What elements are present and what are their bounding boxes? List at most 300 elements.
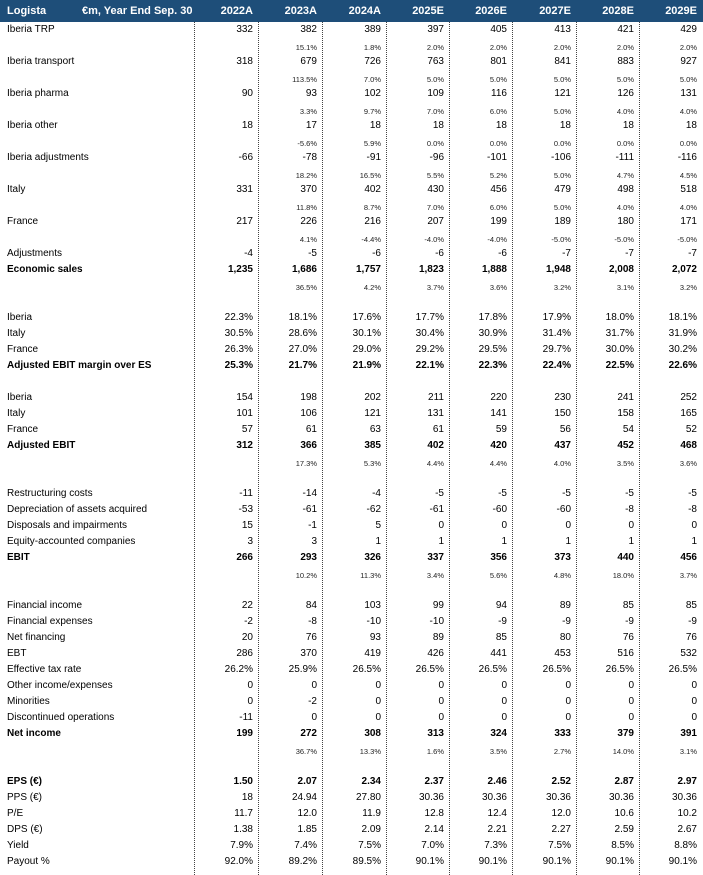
value-cell: 927 — [680, 56, 697, 67]
value-cell: 61 — [432, 424, 444, 435]
value-cell: 0 — [565, 520, 571, 531]
value-cell: 402 — [427, 440, 444, 451]
value-cell: 1 — [628, 536, 634, 547]
value-cell: 189 — [554, 216, 571, 227]
growth-cell: 7.0% — [426, 107, 444, 116]
growth-cell: 5.0% — [426, 75, 444, 84]
value-cell: 202 — [364, 392, 381, 403]
growth-cell: 4.7% — [616, 171, 634, 180]
growth-cell: 113.5% — [292, 75, 317, 84]
value-cell: 0 — [247, 696, 253, 707]
value-cell: 17.6% — [352, 312, 381, 323]
value-cell: 198 — [300, 392, 317, 403]
value-cell: 103 — [364, 600, 381, 611]
value-cell: 15 — [241, 520, 253, 531]
value-cell: 318 — [236, 56, 253, 67]
row-label: Restructuring costs — [7, 488, 93, 499]
growth-cell: 3.1% — [616, 283, 634, 292]
value-cell: 93 — [305, 88, 317, 99]
value-cell: 94 — [495, 600, 507, 611]
value-cell: 89 — [432, 632, 444, 643]
value-cell: 532 — [680, 648, 697, 659]
value-cell: -116 — [677, 152, 697, 163]
value-cell: 76 — [622, 632, 634, 643]
row-label: Iberia adjustments — [7, 152, 89, 163]
value-cell: -91 — [366, 152, 381, 163]
growth-cell: 3.5% — [489, 747, 507, 756]
value-cell: 141 — [490, 408, 507, 419]
value-cell: 373 — [554, 552, 571, 563]
value-cell: 272 — [300, 728, 317, 739]
row-label: Net income — [7, 728, 61, 739]
value-cell: 17 — [305, 120, 317, 131]
value-cell: 0 — [438, 680, 444, 691]
value-cell: 85 — [685, 600, 697, 611]
growth-cell: 0.0% — [489, 139, 507, 148]
growth-cell: 5.3% — [363, 459, 381, 468]
growth-cell: 4.4% — [426, 459, 444, 468]
value-cell: 252 — [680, 392, 697, 403]
growth-cell: 4.0% — [616, 203, 634, 212]
value-cell: 312 — [236, 440, 253, 451]
value-cell: 0 — [375, 680, 381, 691]
row-label: EBT — [7, 648, 27, 659]
value-cell: 430 — [427, 184, 444, 195]
value-cell: 2,072 — [671, 264, 697, 275]
value-cell: -111 — [615, 152, 634, 163]
value-cell: 3 — [311, 536, 317, 547]
growth-cell: 5.0% — [679, 75, 697, 84]
value-cell: -9 — [688, 616, 697, 627]
growth-cell: 1.8% — [363, 43, 381, 52]
value-cell: 426 — [427, 648, 444, 659]
value-cell: 1 — [691, 536, 697, 547]
value-cell: 0 — [691, 712, 697, 723]
value-cell: 18 — [685, 120, 697, 131]
value-cell: 308 — [364, 728, 381, 739]
row-label: EBIT — [7, 552, 30, 563]
value-cell: 337 — [427, 552, 444, 563]
value-cell: 18 — [369, 120, 381, 131]
growth-cell: 10.2% — [295, 571, 317, 580]
value-cell: 516 — [617, 648, 634, 659]
value-cell: 1,823 — [418, 264, 444, 275]
value-cell: 22.4% — [542, 360, 571, 371]
value-cell: 366 — [300, 440, 317, 451]
growth-cell: 36.7% — [295, 747, 317, 756]
value-cell: 10.2 — [677, 808, 697, 819]
growth-cell: 5.0% — [553, 107, 571, 116]
value-cell: 0 — [375, 712, 381, 723]
value-cell: 2.27 — [551, 824, 571, 835]
value-cell: 5 — [375, 520, 381, 531]
value-cell: -6 — [372, 248, 381, 259]
value-cell: 883 — [617, 56, 634, 67]
value-cell: 90.1% — [478, 856, 507, 867]
value-cell: 0 — [565, 712, 571, 723]
value-cell: 17.9% — [542, 312, 571, 323]
growth-cell: 17.3% — [295, 459, 317, 468]
value-cell: 370 — [300, 648, 317, 659]
growth-cell: 3.3% — [299, 107, 317, 116]
row-label: France — [7, 424, 39, 435]
value-cell: 8.8% — [674, 840, 697, 851]
value-cell: 89.2% — [288, 856, 317, 867]
value-cell: 421 — [617, 24, 634, 35]
value-cell: 7.0% — [421, 840, 444, 851]
value-cell: 116 — [491, 88, 507, 99]
value-cell: 456 — [490, 184, 507, 195]
growth-cell: -4.4% — [361, 235, 381, 244]
row-label: Iberia — [7, 312, 33, 323]
value-cell: 30.1% — [352, 328, 381, 339]
value-cell: 57 — [241, 424, 253, 435]
value-cell: -7 — [625, 248, 634, 259]
value-cell: -61 — [429, 504, 444, 515]
growth-cell: -4.0% — [487, 235, 507, 244]
value-cell: 11.7 — [234, 808, 253, 819]
value-cell: 85 — [622, 600, 634, 611]
growth-cell: 4.2% — [363, 283, 381, 292]
row-label: Iberia other — [7, 120, 58, 131]
value-cell: 30.2% — [668, 344, 697, 355]
value-cell: 25.3% — [224, 360, 253, 371]
value-cell: 93 — [369, 632, 381, 643]
row-label: PPS (€) — [7, 792, 43, 803]
value-cell: -1 — [308, 520, 317, 531]
value-cell: 99 — [432, 600, 444, 611]
growth-cell: 3.6% — [489, 283, 507, 292]
value-cell: 2.67 — [677, 824, 697, 835]
value-cell: 2.09 — [361, 824, 381, 835]
value-cell: 356 — [490, 552, 507, 563]
value-cell: 154 — [236, 392, 253, 403]
value-cell: 30.36 — [481, 792, 507, 803]
value-cell: 80 — [559, 632, 571, 643]
value-cell: 726 — [364, 56, 381, 67]
value-cell: 102 — [364, 88, 381, 99]
value-cell: -60 — [492, 504, 507, 515]
growth-cell: 11.8% — [296, 203, 317, 212]
value-cell: 207 — [427, 216, 444, 227]
row-label: Disposals and impairments — [7, 520, 128, 531]
row-label: DPS (€) — [7, 824, 43, 835]
value-cell: 131 — [680, 88, 697, 99]
value-cell: 405 — [490, 24, 507, 35]
growth-cell: -5.0% — [677, 235, 697, 244]
value-cell: -101 — [486, 152, 507, 163]
value-cell: 61 — [305, 424, 317, 435]
value-cell: 29.5% — [478, 344, 507, 355]
value-cell: 85 — [495, 632, 507, 643]
value-cell: 131 — [427, 408, 444, 419]
value-cell: 0 — [691, 520, 697, 531]
row-label: Yield — [7, 840, 29, 851]
value-cell: 679 — [300, 56, 317, 67]
value-cell: 89.5% — [352, 856, 381, 867]
value-cell: -2 — [244, 616, 253, 627]
value-cell: 18 — [241, 120, 253, 131]
growth-cell: 4.5% — [679, 171, 697, 180]
value-cell: 90.1% — [542, 856, 571, 867]
value-cell: 331 — [236, 184, 253, 195]
value-cell: 498 — [617, 184, 634, 195]
value-cell: 84 — [305, 600, 317, 611]
value-cell: 30.36 — [608, 792, 634, 803]
value-cell: 801 — [490, 56, 507, 67]
value-cell: 7.9% — [230, 840, 253, 851]
growth-cell: 4.0% — [616, 107, 634, 116]
value-cell: 22.5% — [605, 360, 634, 371]
value-cell: 0 — [628, 712, 634, 723]
value-cell: -96 — [429, 152, 444, 163]
value-cell: 1,888 — [481, 264, 507, 275]
value-cell: -5 — [308, 248, 317, 259]
value-cell: 453 — [554, 648, 571, 659]
growth-cell: 6.0% — [489, 107, 507, 116]
value-cell: 89 — [559, 600, 571, 611]
row-label: Depreciation of assets acquired — [7, 504, 148, 515]
row-label: Adjustments — [7, 248, 63, 259]
value-cell: 24.94 — [291, 792, 317, 803]
value-cell: 11.9 — [362, 808, 381, 819]
value-cell: 1,235 — [227, 264, 253, 275]
value-cell: 30.4% — [415, 328, 444, 339]
value-cell: 18 — [622, 120, 634, 131]
value-cell: 0 — [691, 680, 697, 691]
row-label: France — [7, 344, 39, 355]
value-cell: -6 — [435, 248, 444, 259]
value-cell: 22.1% — [415, 360, 444, 371]
value-cell: 8.5% — [611, 840, 634, 851]
row-label: Iberia — [7, 392, 33, 403]
row-label: Financial expenses — [7, 616, 93, 627]
value-cell: -9 — [562, 616, 571, 627]
value-cell: 2.07 — [297, 776, 317, 787]
year-header: 2023A — [284, 5, 317, 17]
growth-cell: 7.0% — [426, 203, 444, 212]
row-label: Net financing — [7, 632, 66, 643]
growth-cell: -5.0% — [614, 235, 634, 244]
value-cell: 30.36 — [671, 792, 697, 803]
growth-cell: 2.0% — [616, 43, 634, 52]
value-cell: 21.7% — [288, 360, 317, 371]
value-cell: -5 — [625, 488, 634, 499]
value-cell: 199 — [236, 728, 253, 739]
value-cell: 18 — [432, 120, 444, 131]
growth-cell: 5.5% — [426, 171, 444, 180]
growth-cell: 4.1% — [299, 235, 317, 244]
value-cell: 18 — [241, 792, 253, 803]
value-cell: -11 — [239, 712, 253, 723]
value-cell: 30.5% — [224, 328, 253, 339]
growth-cell: 3.2% — [679, 283, 697, 292]
value-cell: 26.5% — [605, 664, 634, 675]
value-cell: 2.21 — [487, 824, 507, 835]
value-cell: 0 — [311, 712, 317, 723]
value-cell: 12.0 — [297, 808, 317, 819]
value-cell: -4 — [372, 488, 381, 499]
value-cell: 18 — [495, 120, 507, 131]
value-cell: -10 — [429, 616, 444, 627]
growth-cell: 2.7% — [553, 747, 571, 756]
growth-cell: -4.0% — [424, 235, 444, 244]
value-cell: 56 — [559, 424, 571, 435]
value-cell: 17.7% — [415, 312, 444, 323]
value-cell: 30.9% — [478, 328, 507, 339]
value-cell: 29.2% — [415, 344, 444, 355]
row-label: Payout % — [7, 856, 50, 867]
value-cell: 106 — [300, 408, 317, 419]
value-cell: -61 — [302, 504, 317, 515]
value-cell: 12.0 — [551, 808, 571, 819]
value-cell: 1 — [438, 536, 444, 547]
value-cell: 0 — [628, 696, 634, 707]
row-label: Discontinued operations — [7, 712, 115, 723]
value-cell: 1 — [375, 536, 381, 547]
value-cell: 402 — [364, 184, 381, 195]
growth-cell: 4.4% — [489, 459, 507, 468]
value-cell: 286 — [236, 648, 253, 659]
growth-cell: 5.0% — [553, 171, 571, 180]
value-cell: 2.87 — [614, 776, 634, 787]
value-cell: 1 — [501, 536, 507, 547]
growth-cell: 0.0% — [679, 139, 697, 148]
value-cell: 121 — [364, 408, 381, 419]
value-cell: 2.97 — [677, 776, 697, 787]
value-cell: 763 — [427, 56, 444, 67]
row-label: Other income/expenses — [7, 680, 113, 691]
row-label: Italy — [7, 328, 26, 339]
value-cell: 220 — [490, 392, 507, 403]
value-cell: 0 — [628, 680, 634, 691]
value-cell: 385 — [364, 440, 381, 451]
growth-cell: 3.2% — [553, 283, 571, 292]
value-cell: 2.46 — [487, 776, 507, 787]
growth-cell: 5.0% — [489, 75, 507, 84]
growth-cell: 5.0% — [553, 203, 571, 212]
value-cell: 241 — [617, 392, 634, 403]
growth-cell: 18.2% — [295, 171, 317, 180]
value-cell: 266 — [236, 552, 253, 563]
growth-cell: 6.0% — [489, 203, 507, 212]
value-cell: 1.38 — [233, 824, 253, 835]
value-cell: 216 — [364, 216, 381, 227]
value-cell: 429 — [680, 24, 697, 35]
value-cell: 0 — [691, 696, 697, 707]
year-header: 2028E — [602, 5, 634, 17]
year-header: 2022A — [220, 5, 253, 17]
value-cell: 30.0% — [605, 344, 634, 355]
growth-cell: 16.5% — [359, 171, 381, 180]
value-cell: 0 — [438, 696, 444, 707]
value-cell: 54 — [622, 424, 634, 435]
value-cell: 217 — [236, 216, 253, 227]
growth-cell: 15.1% — [295, 43, 317, 52]
value-cell: 22.6% — [668, 360, 697, 371]
value-cell: 199 — [490, 216, 507, 227]
value-cell: 90 — [241, 88, 253, 99]
growth-cell: 4.0% — [679, 203, 697, 212]
value-cell: 211 — [428, 392, 444, 403]
value-cell: -7 — [688, 248, 697, 259]
row-label: Italy — [7, 184, 26, 195]
value-cell: -78 — [302, 152, 317, 163]
value-cell: -60 — [556, 504, 571, 515]
value-cell: 171 — [680, 216, 697, 227]
value-cell: 1,948 — [545, 264, 571, 275]
value-cell: 26.5% — [478, 664, 507, 675]
value-cell: 413 — [554, 24, 571, 35]
row-label: Minorities — [7, 696, 50, 707]
growth-cell: 36.5% — [295, 283, 317, 292]
value-cell: 293 — [300, 552, 317, 563]
value-cell: 7.4% — [294, 840, 317, 851]
value-cell: 27.80 — [355, 792, 381, 803]
value-cell: 841 — [554, 56, 571, 67]
value-cell: -106 — [550, 152, 571, 163]
value-cell: 101 — [236, 408, 253, 419]
growth-cell: 2.0% — [489, 43, 507, 52]
value-cell: 0 — [247, 680, 253, 691]
year-header: 2025E — [412, 5, 444, 17]
growth-cell: 3.6% — [679, 459, 697, 468]
year-header: 2029E — [665, 5, 697, 17]
value-cell: 26.2% — [224, 664, 253, 675]
value-cell: 90.1% — [415, 856, 444, 867]
value-cell: 0 — [565, 696, 571, 707]
value-cell: 31.4% — [542, 328, 571, 339]
value-cell: 158 — [617, 408, 634, 419]
row-label: Effective tax rate — [7, 664, 82, 675]
value-cell: 26.5% — [415, 664, 444, 675]
value-cell: 389 — [364, 24, 381, 35]
value-cell: 420 — [490, 440, 507, 451]
growth-cell: 7.0% — [363, 75, 381, 84]
value-cell: 59 — [495, 424, 507, 435]
row-label: Italy — [7, 408, 26, 419]
value-cell: 26.5% — [668, 664, 697, 675]
growth-cell: 11.3% — [360, 571, 381, 580]
row-label: Equity-accounted companies — [7, 536, 136, 547]
value-cell: 10.6 — [614, 808, 634, 819]
growth-cell: 2.0% — [426, 43, 444, 52]
value-cell: 150 — [554, 408, 571, 419]
growth-cell: 0.0% — [616, 139, 634, 148]
row-label: Adjusted EBIT — [7, 440, 76, 451]
value-cell: 382 — [300, 24, 317, 35]
row-label: Financial income — [7, 600, 83, 611]
value-cell: 441 — [490, 648, 507, 659]
value-cell: -66 — [238, 152, 253, 163]
value-cell: 26.3% — [224, 344, 253, 355]
growth-cell: -5.6% — [297, 139, 317, 148]
value-cell: 518 — [680, 184, 697, 195]
value-cell: 90.1% — [668, 856, 697, 867]
value-cell: 391 — [680, 728, 697, 739]
value-cell: 22 — [241, 600, 253, 611]
value-cell: 31.9% — [668, 328, 697, 339]
value-cell: 452 — [617, 440, 634, 451]
value-cell: 109 — [427, 88, 444, 99]
value-cell: 379 — [617, 728, 634, 739]
value-cell: 18 — [559, 120, 571, 131]
value-cell: 2.52 — [551, 776, 571, 787]
growth-cell: 3.7% — [679, 571, 697, 580]
row-label: Economic sales — [7, 264, 83, 275]
value-cell: 92.0% — [224, 856, 253, 867]
growth-cell: 9.7% — [363, 107, 381, 116]
